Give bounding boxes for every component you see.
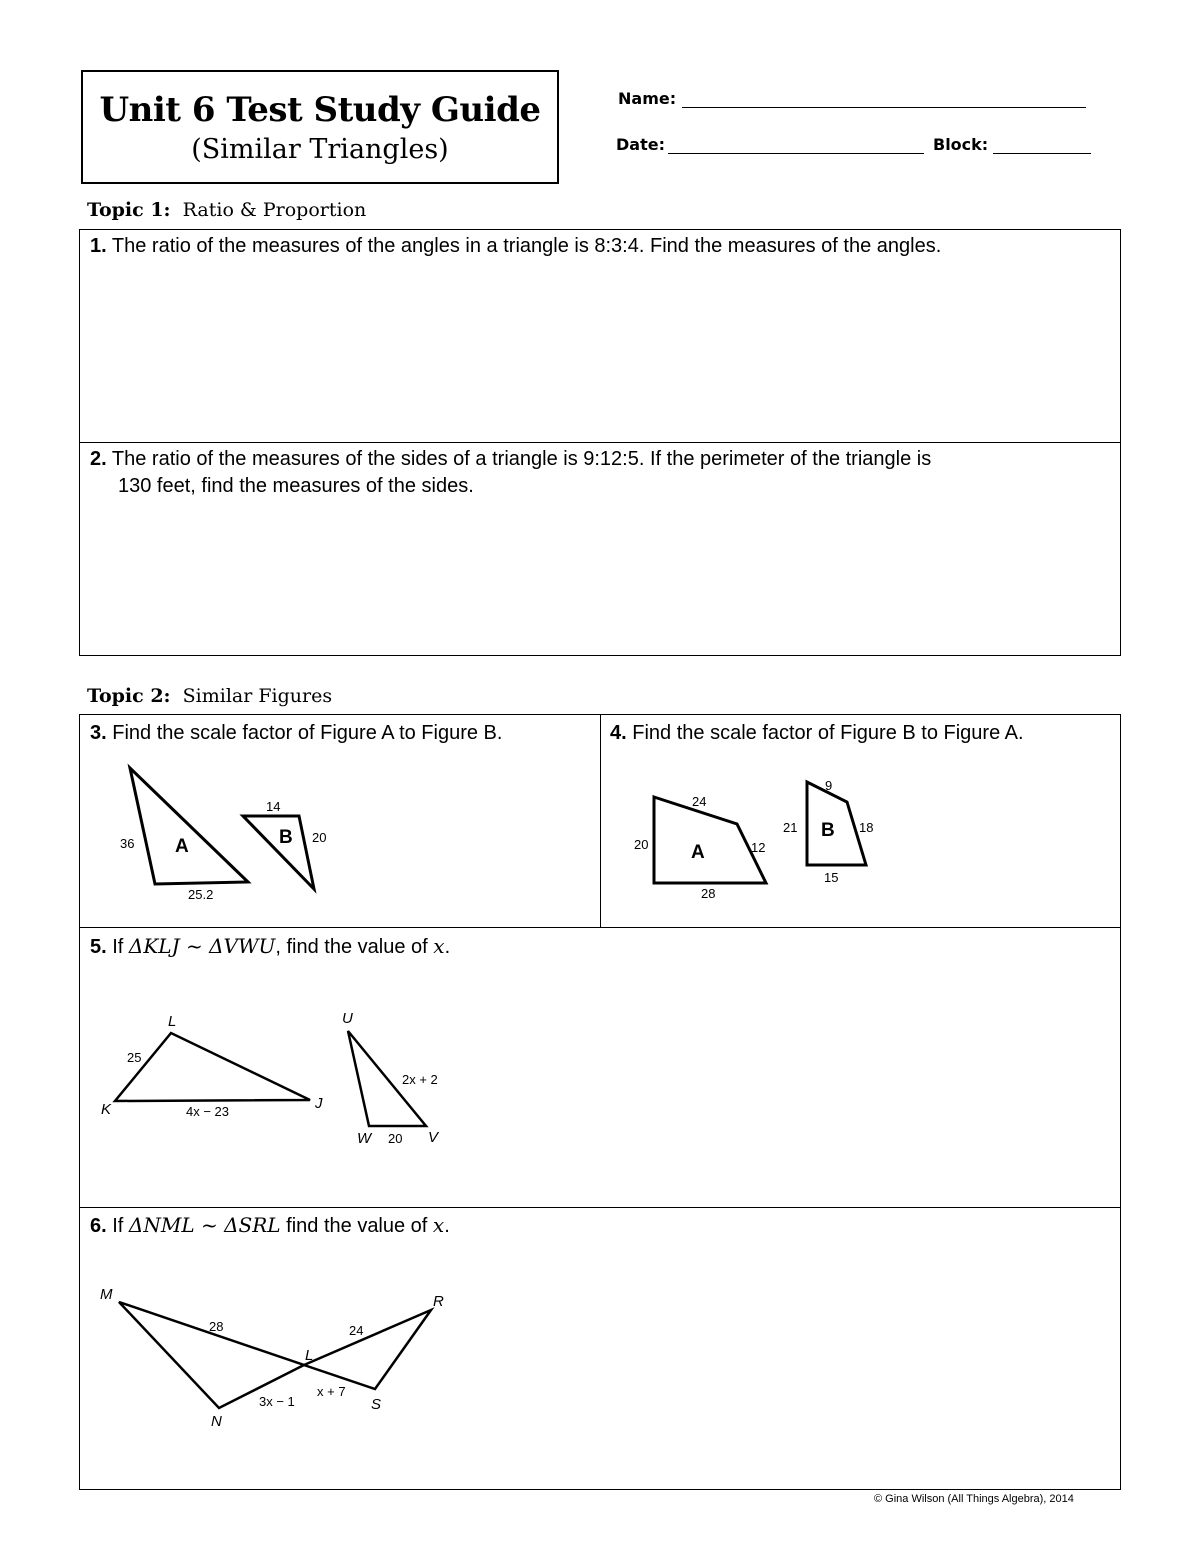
variable: x (433, 934, 445, 958)
date-label: Date: (616, 135, 665, 154)
question-number: 3. (90, 722, 107, 744)
similarity-statement: ΔNML ~ ΔSRL (128, 1213, 281, 1237)
q6-triangle-nml (119, 1302, 304, 1408)
block-label: Block: (933, 135, 989, 154)
question-text-cont: 130 feet, find the measures of the sides. (118, 475, 474, 497)
vertex-label: N (211, 1413, 222, 1430)
name-label: Name: (618, 89, 677, 108)
vertex-label: M (100, 1286, 113, 1303)
side-label: 24 (349, 1323, 364, 1338)
q4-side-label: 18 (859, 820, 874, 835)
q6-triangle-srl (304, 1310, 431, 1389)
vertex-label: L (168, 1013, 177, 1030)
vertex-label: W (357, 1130, 372, 1147)
q3-fig-b-label: B (279, 827, 293, 848)
variable: x (432, 1213, 445, 1237)
question-number: 6. (90, 1215, 107, 1237)
question-text: If (112, 936, 129, 958)
question-number: 5. (90, 936, 107, 958)
q4-side-label: 28 (701, 886, 716, 901)
question-text: Find the scale factor of Figure B to Figure A. (632, 722, 1024, 744)
question-text: Find the scale factor of Figure A to Figure B. (112, 722, 503, 744)
question-text: . (444, 1215, 450, 1237)
topic-1-name: Ratio & Proportion (182, 199, 367, 221)
q4-fig-a-label: A (691, 842, 705, 863)
question-text: find the value of (280, 1215, 433, 1237)
q4-side-label: 21 (783, 820, 798, 835)
question-text: If (112, 1215, 129, 1237)
q4-quad-a (654, 797, 766, 883)
q4-side-label: 24 (692, 794, 707, 809)
page-subtitle: (Similar Triangles) (191, 134, 449, 165)
vertex-label: L (305, 1347, 314, 1364)
q3-side-label: 25.2 (188, 887, 214, 902)
page-title: Unit 6 Test Study Guide (99, 90, 541, 130)
question-number: 2. (90, 448, 107, 470)
topic-2-label: Topic 2: (87, 685, 171, 707)
side-label: x + 7 (317, 1384, 346, 1399)
vertex-label: K (101, 1101, 112, 1118)
vertex-label: J (315, 1095, 323, 1112)
topic-1-label: Topic 1: (87, 199, 171, 221)
question-number: 1. (90, 235, 107, 257)
question-text: , find the value of (275, 936, 434, 958)
vertex-label: R (433, 1293, 444, 1310)
q4-quad-b (807, 782, 866, 865)
q4-side-label: 15 (824, 870, 839, 885)
side-label: 3x − 1 (259, 1394, 295, 1409)
question-text: The ratio of the measures of the angles in a triangle is 8:3:4. Find the measures of the angles. (111, 235, 942, 257)
side-label: 2x + 2 (402, 1072, 438, 1087)
similarity-statement: ΔKLJ ~ ΔVWU (128, 934, 276, 958)
q5-triangle-klj (115, 1033, 310, 1101)
q3-triangle-a (130, 768, 248, 884)
q4-fig-b-label: B (821, 820, 835, 841)
side-label: 20 (388, 1131, 403, 1146)
side-label: 4x − 23 (186, 1104, 230, 1119)
q4-side-label: 12 (751, 840, 766, 855)
q4-side-label: 20 (634, 837, 649, 852)
question-number: 4. (610, 722, 627, 744)
question-text: The ratio of the measures of the sides of a triangle is 9:12:5. If the perimeter of the triangle is (111, 448, 932, 470)
vertex-label: U (342, 1010, 353, 1027)
question-text: . (444, 936, 451, 958)
side-label: 28 (209, 1319, 224, 1334)
copyright-footer: © Gina Wilson (All Things Algebra), 2014 (874, 1493, 1074, 1505)
topic-2-name: Similar Figures (182, 685, 333, 707)
q4-side-label: 9 (825, 778, 833, 793)
q3-side-label: 36 (120, 836, 135, 851)
q3-fig-a-label: A (175, 836, 189, 857)
vertex-label: S (371, 1396, 382, 1413)
side-label: 25 (127, 1050, 142, 1065)
q3-side-label: 14 (266, 799, 281, 814)
vertex-label: V (428, 1129, 439, 1146)
q3-side-label: 20 (312, 830, 327, 845)
